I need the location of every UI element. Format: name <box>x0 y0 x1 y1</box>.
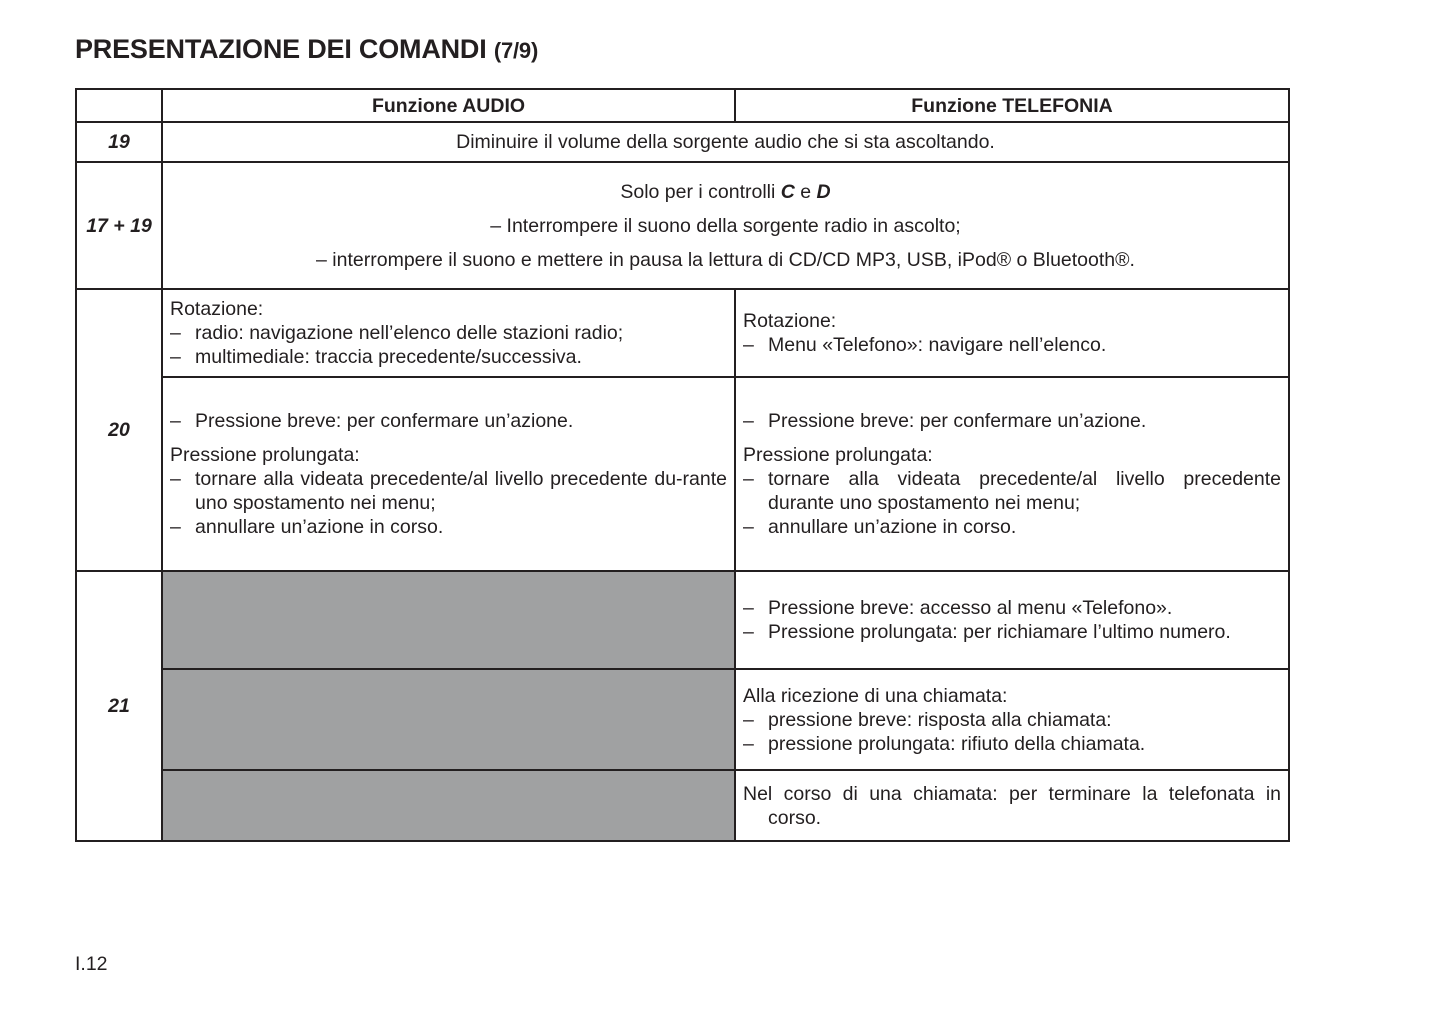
control-c: C <box>780 180 795 203</box>
dash: – <box>743 334 754 356</box>
item-text: multimediale: traccia precedente/successiva. <box>195 346 582 368</box>
list-item <box>170 515 727 539</box>
rotation-heading: Rotazione: <box>743 310 837 332</box>
dash: – <box>743 468 754 490</box>
header-audio: Funzione AUDIO <box>162 89 735 122</box>
header-telefonia: Funzione TELEFONIA <box>735 89 1289 122</box>
row-21-tel-3 <box>735 770 1289 841</box>
control-d: D <box>816 180 831 203</box>
dash: – <box>170 516 181 538</box>
item-text: Pressione breve: per confermare un’azione. <box>195 410 574 432</box>
row-21-b <box>76 669 1289 770</box>
end-call-text: Nel corso di una chiamata: per terminare la telefonata in corso. <box>743 782 1281 829</box>
row-20-rotation-tel <box>735 289 1289 377</box>
row-21-tel-1 <box>735 571 1289 669</box>
row-17-19-line1 <box>170 175 1281 209</box>
dash: – <box>743 621 754 643</box>
item-text: annullare un’azione in corso. <box>195 516 444 538</box>
row-19-text: Diminuire il volume della sorgente audio che si sta ascoltando. <box>162 122 1289 162</box>
list-item <box>743 708 1281 732</box>
row-20-press-tel <box>735 377 1289 571</box>
list-item <box>170 321 727 345</box>
list-item <box>170 345 727 369</box>
header-row <box>76 89 1289 122</box>
row-17-19 <box>76 162 1289 289</box>
line1-and: e <box>794 180 817 203</box>
header-empty-cell <box>76 89 162 122</box>
item-text: radio: navigazione nell’elenco delle stazioni radio; <box>195 322 624 344</box>
long-press-heading: Pressione prolungata: <box>170 444 360 466</box>
list-item <box>743 409 1281 433</box>
row-21-c <box>76 770 1289 841</box>
long-press-heading: Pressione prolungata: <box>743 444 933 466</box>
list-item <box>743 467 1281 515</box>
item-text: Pressione prolungata: per richiamare l’ultimo numero. <box>768 621 1231 643</box>
row-20-press-audio <box>162 377 735 571</box>
item-text: Pressione breve: per confermare un’azione. <box>768 410 1147 432</box>
row-19-number: 19 <box>76 122 162 162</box>
gray-cell <box>162 669 735 770</box>
dash: – <box>170 468 181 490</box>
list-item <box>743 515 1281 539</box>
dash: – <box>743 516 754 538</box>
dash: – <box>743 732 754 755</box>
row-20-rotation <box>76 289 1289 377</box>
dash: – <box>170 346 181 368</box>
dash: – <box>743 410 754 432</box>
dash: – <box>170 322 181 344</box>
list-item <box>743 333 1281 357</box>
row-17-19-line2: – Interrompere il suono della sorgente radio in ascolto; <box>490 214 961 237</box>
list-item <box>170 409 727 433</box>
item-text: annullare un’azione in corso. <box>768 516 1017 538</box>
row-21-a <box>76 571 1289 669</box>
controls-table <box>75 88 1290 842</box>
item-text: tornare alla videata precedente/al livello precedente durante uno spostamento nei menu; <box>768 468 1281 514</box>
item-text: tornare alla videata precedente/al livello precedente du-rante uno spostamento nei menu; <box>195 468 727 514</box>
dash: – <box>743 708 754 731</box>
dash: – <box>170 410 181 432</box>
row-17-19-line3: – interrompere il suono e mettere in pausa la lettura di CD/CD MP3, USB, iPod® o Bluetooth®. <box>316 248 1135 271</box>
item-text: pressione prolungata: rifiuto della chiamata. <box>768 732 1146 755</box>
list-item <box>743 620 1281 644</box>
dash: – <box>743 597 754 619</box>
list-item <box>170 467 727 515</box>
page-title-main: PRESENTAZIONE DEI COMANDI <box>75 34 487 64</box>
line1-prefix: Solo per i controlli <box>620 180 781 203</box>
gray-cell <box>162 770 735 841</box>
row-21-tel-2 <box>735 669 1289 770</box>
item-text: Pressione breve: accesso al menu «Telefono». <box>768 597 1173 619</box>
row-19 <box>76 122 1289 162</box>
page-title <box>75 34 538 65</box>
row-17-19-text <box>162 162 1289 289</box>
rotation-heading: Rotazione: <box>170 298 264 320</box>
row-20-rotation-audio <box>162 289 735 377</box>
row-20-press <box>76 377 1289 571</box>
item-text: pressione breve: risposta alla chiamata: <box>768 708 1112 731</box>
gray-cell <box>162 571 735 669</box>
page-counter: (7/9) <box>493 38 539 63</box>
row-17-19-number: 17 + 19 <box>76 162 162 289</box>
item-text: Menu «Telefono»: navigare nell’elenco. <box>768 334 1107 356</box>
row-20-number: 20 <box>76 289 162 571</box>
call-heading: Alla ricezione di una chiamata: <box>743 684 1008 707</box>
list-item <box>743 732 1281 756</box>
list-item <box>743 596 1281 620</box>
page-number: I.12 <box>75 953 108 975</box>
row-21-number: 21 <box>76 571 162 841</box>
